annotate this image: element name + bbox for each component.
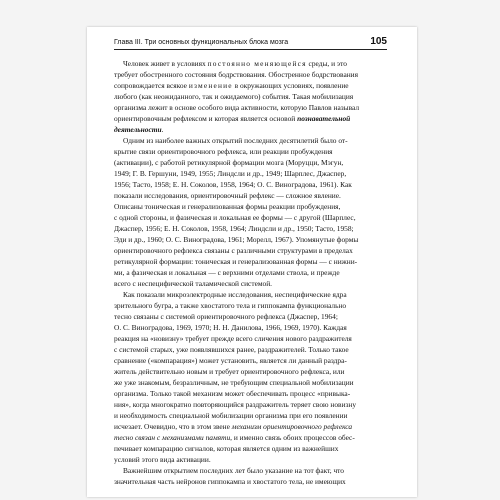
text-line bbox=[114, 201, 387, 212]
text-run: . bbox=[161, 125, 164, 134]
text-run: организма лежит в основе особого вида активности, которую Павлов называл bbox=[114, 103, 360, 112]
text-run: Одним из наиболее важных открытий последних десятилетий было от- bbox=[123, 136, 348, 145]
text-line bbox=[114, 168, 387, 179]
text-line bbox=[114, 223, 387, 234]
text-line bbox=[114, 69, 387, 80]
text-line bbox=[114, 300, 387, 311]
text-run: деятельности bbox=[114, 125, 162, 134]
text-line bbox=[114, 278, 387, 289]
header-rule bbox=[114, 49, 387, 50]
text-run: в окружающих условиях, появление bbox=[232, 81, 349, 90]
text-line bbox=[114, 311, 387, 322]
text-run: с системой старых, уже появлявшихся ранее, раздражителей. Только такое bbox=[114, 345, 349, 354]
text-run: механизм ориентировочного рефлекса bbox=[231, 422, 353, 431]
body-text bbox=[114, 58, 387, 488]
text-run: О. С. Виноградова, 1969, 1970; Н. Н. Данилова, 1966, 1969, 1970). Каждая bbox=[114, 323, 347, 332]
text-line bbox=[114, 124, 387, 135]
text-run: любого (как неожиданного, так и ожидаемого) события. Такая мобилизация bbox=[114, 92, 354, 101]
text-run: изменение bbox=[188, 81, 233, 90]
text-run: , и именно связь обоих процессов обес- bbox=[230, 433, 355, 442]
text-line bbox=[114, 58, 387, 69]
text-run: же уже знакомым, безразличным, не требующим специальной мобилизации bbox=[114, 378, 354, 387]
text-line bbox=[114, 80, 387, 91]
text-run: тесно связаны с системой ориентировочного рефлекса (Джаспер, 1964; bbox=[114, 312, 338, 321]
text-line bbox=[114, 212, 387, 223]
text-run: Эди и др., 1960; О. С. Виноградова, 1961; Морелл, 1967). Упомянутые формы bbox=[114, 235, 359, 244]
text-run: 1956; Тасто, 1958; Е. Н. Соколов, 1958, 1964; О. С. Виноградова, 1961). Как bbox=[114, 180, 352, 189]
text-line bbox=[114, 234, 387, 245]
text-line bbox=[114, 366, 387, 377]
text-line bbox=[114, 135, 387, 146]
text-line bbox=[114, 157, 387, 168]
text-line bbox=[114, 432, 387, 443]
text-line bbox=[114, 322, 387, 333]
text-line bbox=[114, 179, 387, 190]
text-run: показали исследования, ориентировочный рефлекс — сложное явление. bbox=[114, 191, 341, 200]
text-line bbox=[114, 190, 387, 201]
text-run: с одной стороны, и фазическая и локальная ее формы — с другой (Шарплес, bbox=[114, 213, 356, 222]
text-line bbox=[114, 344, 387, 355]
text-run: и необходимость специальной мобилизации организма при его появлении bbox=[114, 411, 348, 420]
text-line bbox=[114, 289, 387, 300]
text-line bbox=[114, 245, 387, 256]
text-run: Джаспер, 1956; Е. Н. Соколов, 1958, 1964; Линдсли и др., 1950; Тасто, 1958; bbox=[114, 224, 354, 233]
text-run: ориентировочным рефлексом и которая является основой bbox=[114, 114, 298, 123]
text-line bbox=[114, 476, 387, 487]
text-run: крытие связи ориентировочного рефлекса, или реакции пробуждения bbox=[114, 147, 333, 156]
text-run: всего с неспецифической таламической системой. bbox=[114, 279, 273, 288]
text-run: реакция на «новизну» требует прежде всего сличения нового раздражителя bbox=[114, 334, 352, 343]
page-number: 105 bbox=[370, 36, 387, 47]
running-title: Глава III. Три основных функциональных блока мозга bbox=[114, 39, 289, 46]
text-run: требует обостренного состояния бодрствования. Обостренное бодрствования bbox=[114, 70, 359, 79]
text-run: ми, а фазическая и локальная — с верхними отделами ствола, и прежде bbox=[114, 268, 340, 277]
text-run: зрительного бугра, а также хвостатого тела и гиппокампа функционально bbox=[114, 301, 347, 310]
text-line bbox=[114, 388, 387, 399]
text-run: ния», когда многократно повторяющийся раздражитель теряет свою новизну bbox=[114, 400, 357, 409]
text-run: Человек живет в условиях bbox=[123, 59, 208, 68]
text-line bbox=[114, 91, 387, 102]
text-run: познавательной bbox=[297, 114, 351, 123]
text-run: сопровождается всякое bbox=[114, 81, 189, 90]
text-line bbox=[114, 377, 387, 388]
text-run: печивает компарацию сигналов, которая является одним из важнейших bbox=[114, 444, 339, 453]
text-run: Как показали микроэлектродные исследования, неспецифические ядра bbox=[123, 290, 347, 299]
text-run: условий этого вида активации. bbox=[114, 455, 211, 464]
text-line bbox=[114, 443, 387, 454]
text-line bbox=[114, 267, 387, 278]
text-line bbox=[114, 399, 387, 410]
text-line bbox=[114, 113, 387, 124]
text-line bbox=[114, 256, 387, 267]
text-line bbox=[114, 465, 387, 476]
text-run: значительная часть нейронов гиппокампа и хвостатого тела, не имеющих bbox=[114, 477, 346, 486]
text-run: исчезает. Очевидно, что в этом звене bbox=[114, 422, 232, 431]
text-line bbox=[114, 454, 387, 465]
text-line bbox=[114, 355, 387, 366]
text-run: (активации), с работой ретикулярной формации мозга (Моруцци, Мэгун, bbox=[114, 158, 344, 167]
text-run: ретикулярной формации: тоническая и генерализованная формы — с нижни- bbox=[114, 257, 358, 266]
page-header bbox=[114, 36, 387, 47]
text-run: Описаны тоническая и генерализованная формы реакции пробуждения, bbox=[114, 202, 341, 211]
text-line bbox=[114, 410, 387, 421]
text-run: Важнейшим открытием последних лет было указание на тот факт, что bbox=[123, 466, 345, 475]
text-run: тесно связан с механизмами памяти bbox=[114, 433, 231, 442]
text-line bbox=[114, 102, 387, 113]
text-run: ориентировочного рефлекса связаны с различными структурами в пределах bbox=[114, 246, 353, 255]
text-run: среды, и это bbox=[306, 59, 347, 68]
text-run: постоянно меняющейся bbox=[207, 59, 307, 68]
text-line bbox=[114, 333, 387, 344]
text-run: сравнение («компарация») может установить, является ли данный раздра- bbox=[114, 356, 347, 365]
text-line bbox=[114, 146, 387, 157]
text-run: житель действительно новым и требует ориентировочного рефлекса, или bbox=[114, 367, 345, 376]
text-line bbox=[114, 421, 387, 432]
text-run: организма. Только такой механизм может обеспечивать процесс «привыка- bbox=[114, 389, 351, 398]
text-run: 1949; Г. В. Гершуни, 1949, 1955; Линдсли и др., 1949; Шарплес, Джаспер, bbox=[114, 169, 347, 178]
